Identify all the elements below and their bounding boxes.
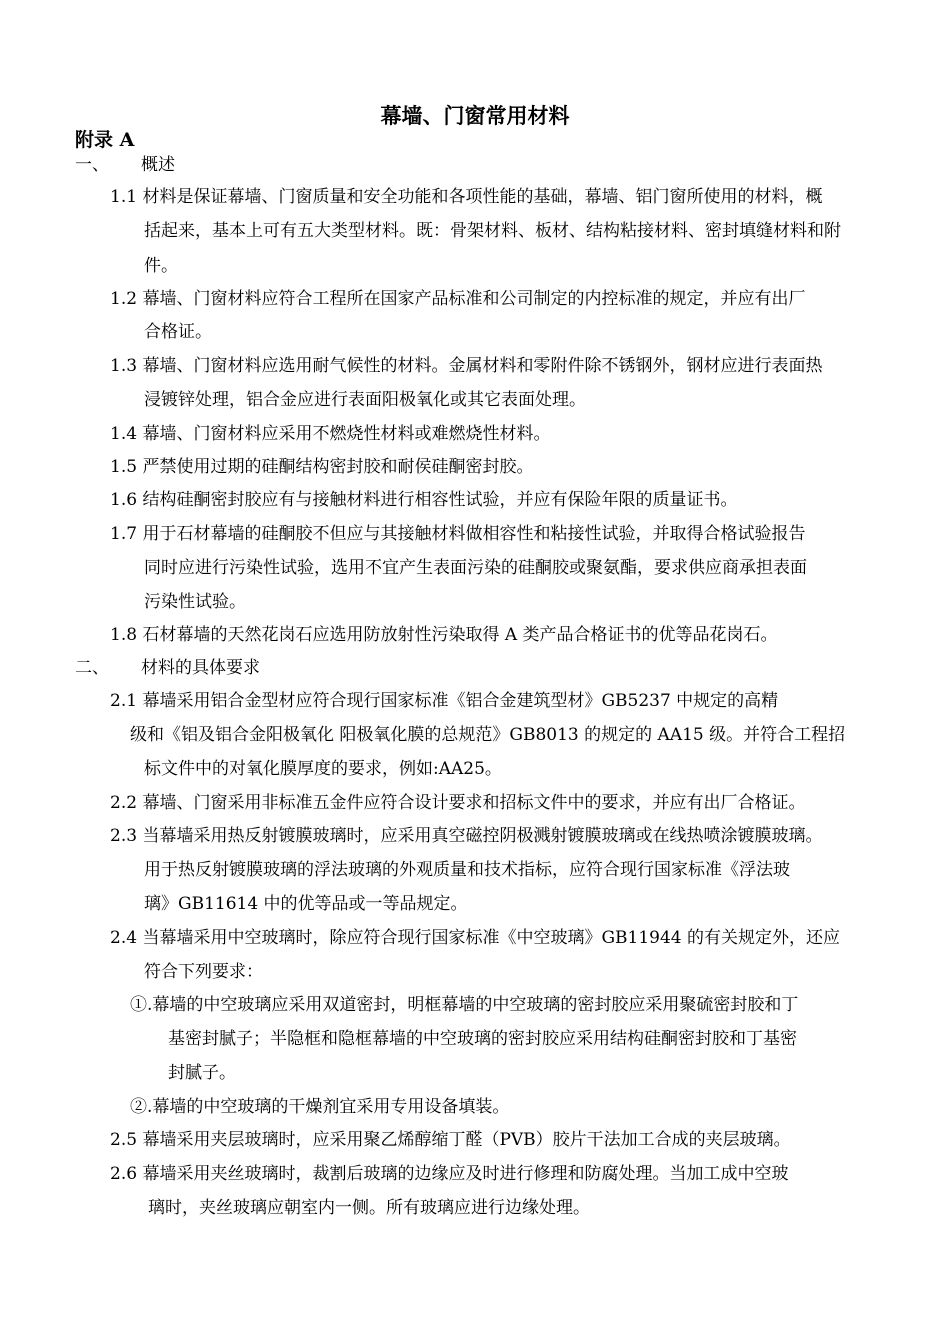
item-1-1-line-2: 括起来，基本上可有五大类型材料。既：骨架材料、板材、结构粘接材料、密封填缝材料和附 — [144, 221, 841, 241]
item-1-7-line-3: 污染性试验。 — [144, 592, 246, 612]
section-2-number: 二、 — [75, 658, 109, 678]
item-1-6: 1.6 结构硅酮密封胶应有与接触材料进行相容性试验，并应有保险年限的质量证书。 — [110, 490, 738, 510]
item-2-1-line-2: 级和《铝及铝合金阳极氧化 阳极氧化膜的总规范》GB8013 的规定的 AA15 级。并符合工程招 — [130, 725, 846, 745]
item-1-3-line-1: 1.3 幕墙、门窗材料应选用耐气候性的材料。金属材料和零附件除不锈钢外，钢材应进行表面热 — [110, 356, 823, 376]
item-2-3-line-1: 2.3 当幕墙采用热反射镀膜玻璃时，应采用真空磁控阴极溅射镀膜玻璃或在线热喷涂镀膜玻璃。 — [110, 826, 823, 846]
section-1-heading: 概述 — [141, 155, 175, 175]
item-2-4-1-line-1: ①.幕墙的中空玻璃应采用双道密封，明框幕墙的中空玻璃的密封胶应采用聚硫密封胶和丁 — [130, 995, 799, 1015]
item-2-2: 2.2 幕墙、门窗采用非标准五金件应符合设计要求和招标文件中的要求，并应有出厂合格证。 — [110, 793, 806, 813]
item-2-3-line-3: 璃》GB11614 中的优等品或一等品规定。 — [144, 894, 468, 914]
item-2-1-line-3: 标文件中的对氧化膜厚度的要求，例如:AA25。 — [144, 759, 502, 779]
item-1-5: 1.5 严禁使用过期的硅酮结构密封胶和耐侯硅酮密封胶。 — [110, 457, 534, 477]
item-2-4-1-line-3: 封腻子。 — [168, 1063, 236, 1083]
section-1-number: 一、 — [75, 155, 109, 175]
appendix-heading: 附录 A — [75, 129, 135, 151]
item-2-3-line-2: 用于热反射镀膜玻璃的浮法玻璃的外观质量和技术指标，应符合现行国家标准《浮法玻 — [144, 860, 790, 880]
item-2-4-line-2: 符合下列要求： — [144, 962, 263, 982]
item-2-4-2: ②.幕墙的中空玻璃的干燥剂宜采用专用设备填装。 — [130, 1097, 510, 1117]
item-1-1-line-3: 件。 — [144, 256, 178, 276]
item-1-1-line-1: 1.1 材料是保证幕墙、门窗质量和安全功能和各项性能的基础，幕墙、铝门窗所使用的材料，概 — [110, 187, 823, 207]
item-2-5: 2.5 幕墙采用夹层玻璃时，应采用聚乙烯醇缩丁醛（PVB）胶片干法加工合成的夹层玻璃。 — [110, 1130, 791, 1150]
item-2-4-1-line-2: 基密封腻子；半隐框和隐框幕墙的中空玻璃的密封胶应采用结构硅酮密封胶和丁基密 — [168, 1029, 797, 1049]
item-2-1-line-1: 2.1 幕墙采用铝合金型材应符合现行国家标准《铝合金建筑型材》GB5237 中规定的高精 — [110, 691, 779, 711]
item-1-3-line-2: 浸镀锌处理，铝合金应进行表面阳极氧化或其它表面处理。 — [144, 390, 586, 410]
section-2-heading: 材料的具体要求 — [141, 658, 260, 678]
item-2-4-line-1: 2.4 当幕墙采用中空玻璃时，除应符合现行国家标准《中空玻璃》GB11944 的有关规定外，还应 — [110, 928, 840, 948]
item-1-8: 1.8 石材幕墙的天然花岗石应选用防放射性污染取得 A 类产品合格证书的优等品花岗石。 — [110, 625, 778, 645]
item-2-6-line-2: 璃时，夹丝玻璃应朝室内一侧。所有玻璃应进行边缘处理。 — [148, 1198, 590, 1218]
item-2-6-line-1: 2.6 幕墙采用夹丝玻璃时，裁割后玻璃的边缘应及时进行修理和防腐处理。当加工成中空玻 — [110, 1164, 789, 1184]
item-1-7-line-2: 同时应进行污染性试验，选用不宜产生表面污染的硅酮胶或聚氨酯，要求供应商承担表面 — [144, 558, 807, 578]
item-1-4: 1.4 幕墙、门窗材料应采用不燃烧性材料或难燃烧性材料。 — [110, 424, 551, 444]
item-1-2-line-2: 合格证。 — [144, 322, 212, 342]
document-title: 幕墙、门窗常用材料 — [380, 103, 570, 128]
item-1-7-line-1: 1.7 用于石材幕墙的硅酮胶不但应与其接触材料做相容性和粘接性试验，并取得合格试验报告 — [110, 524, 806, 544]
item-1-2-line-1: 1.2 幕墙、门窗材料应符合工程所在国家产品标准和公司制定的内控标准的规定，并应有出厂 — [110, 289, 806, 309]
